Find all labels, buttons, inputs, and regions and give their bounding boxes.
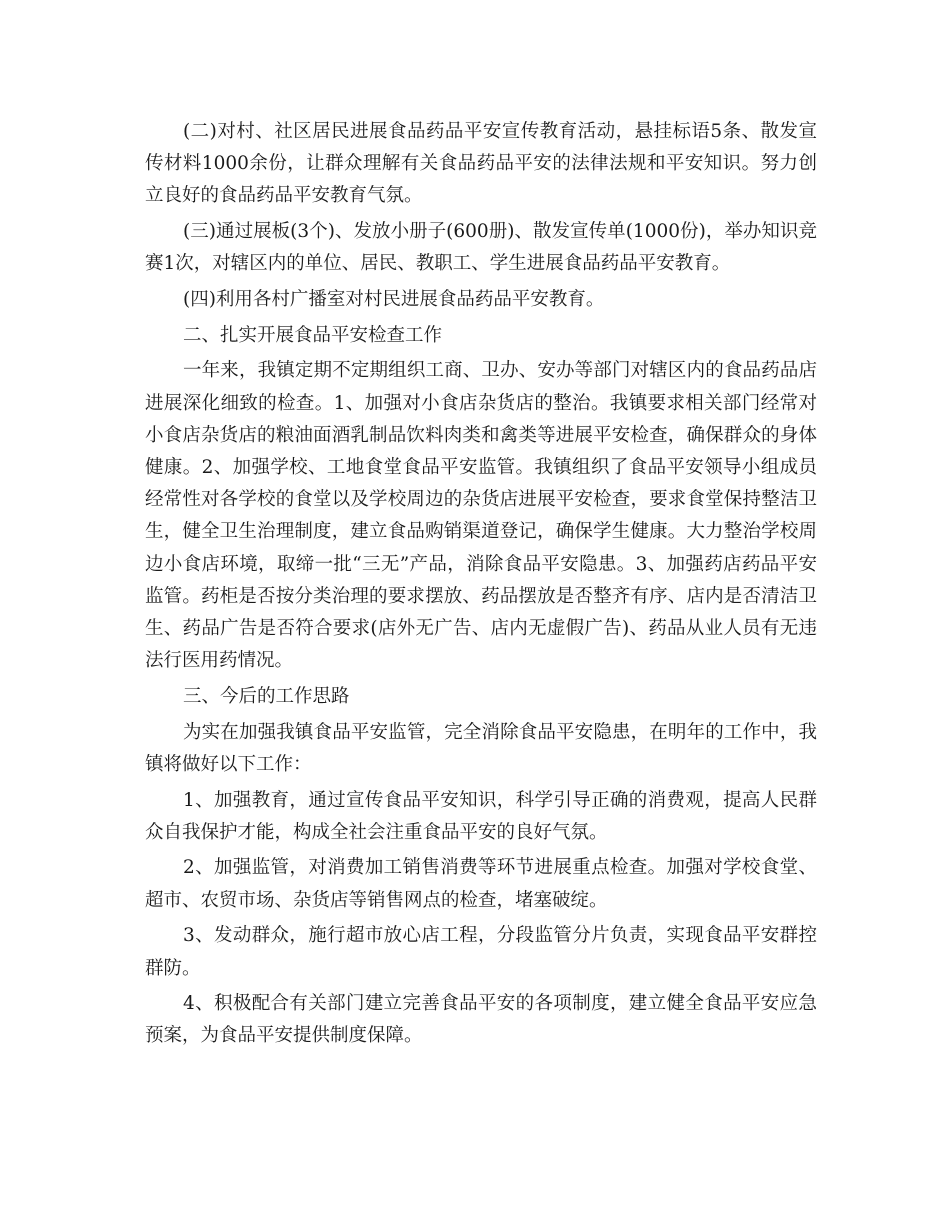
- list-item-institution-building: 4、积极配合有关部门建立完善食品平安的各项制度，建立健全食品平安应急预案，为食品平安提供制度保障。: [145, 993, 817, 1047]
- paragraph-future-intro: 为实在加强我镇食品平安监管，完全消除食品平安隐患，在明年的工作中，我镇将做好以下工作：: [145, 721, 817, 775]
- paragraph-village-broadcast: (四)利用各村广播室对村民进展食品药品平安教育。: [183, 289, 605, 311]
- paragraph-publicity-campaign: (二)对村、社区居民进展食品药品平安宣传教育活动，悬挂标语5条、散发宣传材料1000余份，让群众理解有关食品药品平安的法律法规和平安知识。努力创立良好的食品药品平安教育气氛。: [145, 121, 817, 207]
- section-heading-inspection: 二、扎实开展食品平安检查工作: [183, 324, 443, 346]
- section-heading-future-plan: 三、今后的工作思路: [183, 685, 350, 707]
- paragraph-inspection-details: 一年来，我镇定期不定期组织工商、卫办、安办等部门对辖区内的食品药品店进展深化细致的检查。1、加强对小食店杂货店的整治。我镇要求相关部门经常对小食店杂货店的粮油面酒乳制品饮料肉类和禽类等进展平安检查，确保群众的身体健康。2、加强学校、工地食堂食品平安监管。我镇组织了食品平安领导小组成员经常性对各学校的食堂以及学校周边的杂货店进展平安检查，要求食堂保持整洁卫生，健全卫生治理制度，建立食品购销渠道登记，确保学生健康。大力整治学校周边小食店环境，取缔一批“三无”产品，消除食品平安隐患。3、加强药店药品平安监管。药柜是否按分类治理的要求摆放、药品摆放是否整齐有序、店内是否清洁卫生、药品广告是否符合要求(店外无广告、店内无虚假广告)、药品从业人员有无违法行医用药情况。: [145, 360, 817, 672]
- list-item-mobilize-public: 3、发动群众，施行超市放心店工程，分段监管分片负责，实现食品平安群控群防。: [145, 925, 817, 979]
- list-item-education: 1、加强教育，通过宣传食品平安知识，科学引导正确的消费观，提高人民群众自我保护才能，构成全社会注重食品平安的良好气氛。: [145, 789, 817, 843]
- document-body: [145, 116, 817, 1056]
- paragraph-exhibition-boards: (三)通过展板(3个)、发放小册子(600册)、散发宣传单(1000份)，举办知识竞赛1次，对辖区内的单位、居民、教职工、学生进展食品药品平安教育。: [145, 221, 817, 275]
- list-item-supervision: 2、加强监管，对消费加工销售消费等环节进展重点检查。加强对学校食堂、超市、农贸市场、杂货店等销售网点的检查，堵塞破绽。: [145, 857, 817, 911]
